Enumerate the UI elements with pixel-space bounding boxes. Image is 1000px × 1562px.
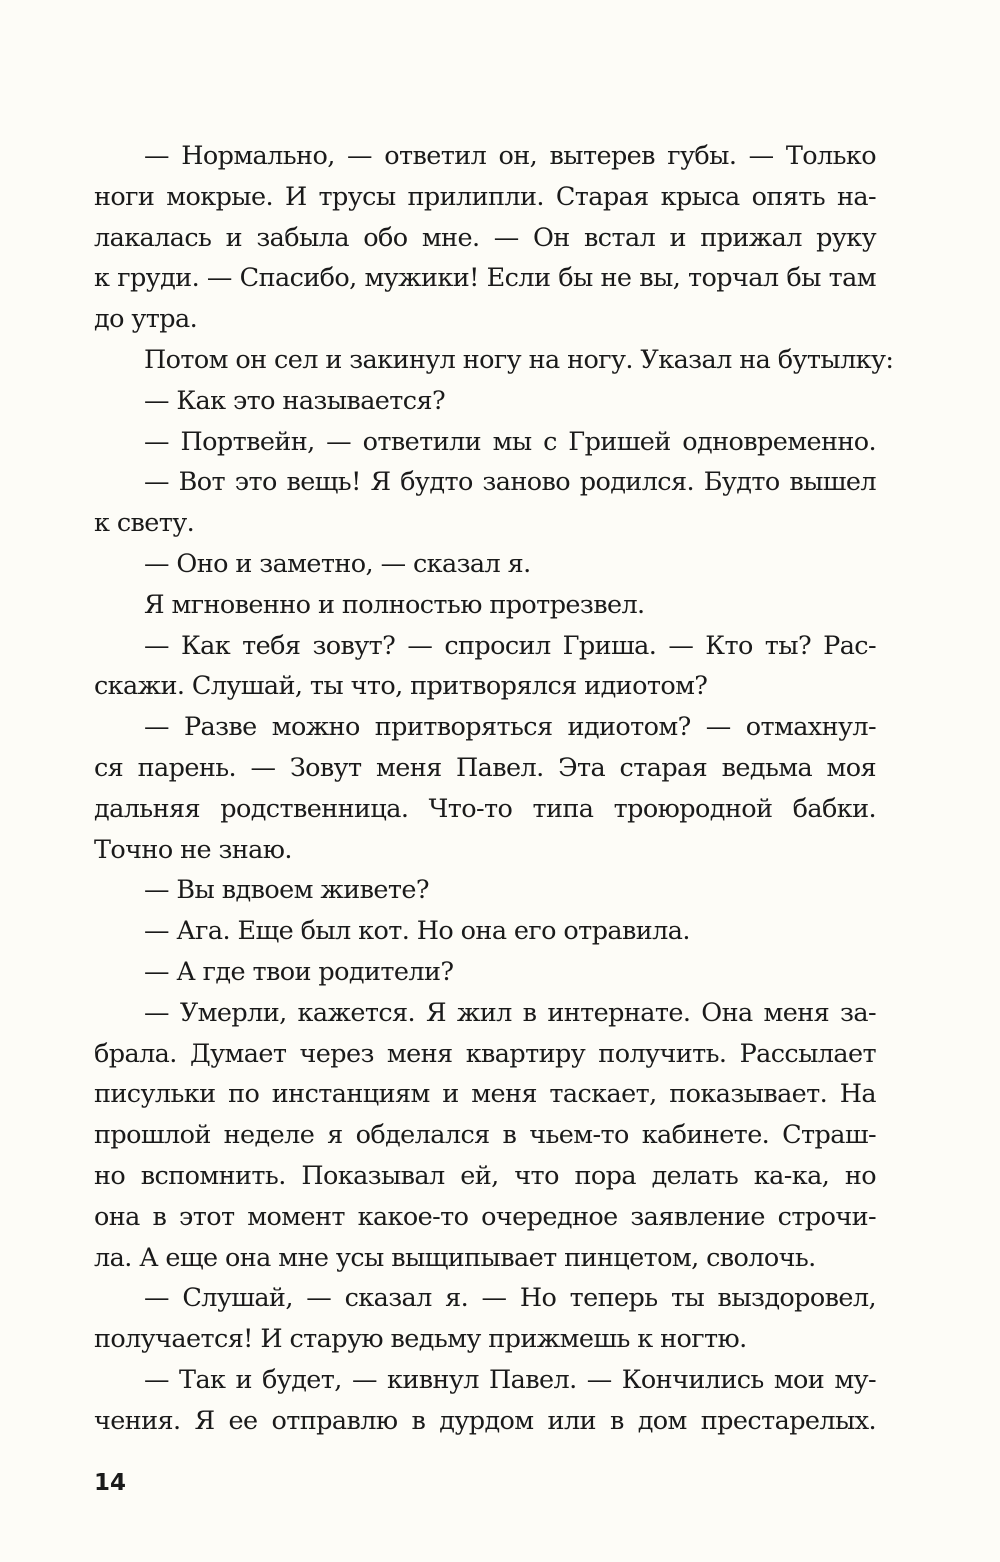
text-line: дальняя родственница. Что-то типа троюродной бабки. — [94, 793, 876, 824]
text-line: скажи. Слушай, ты что, притворялся идиотом? — [94, 671, 708, 702]
text-line: Потом он сел и закинул ногу на ногу. Указал на бутылку: — [144, 344, 894, 375]
text-line: — Слушай, — сказал я. — Но теперь ты выздоровел, — [144, 1283, 876, 1314]
text-line: к свету. — [94, 508, 195, 539]
text-line: — Разве можно притворяться идиотом? — отмахнул- — [144, 712, 876, 743]
text-line: брала. Думает через меня квартиру получить. Рассылает — [94, 1038, 876, 1069]
text-line: — Нормально, — ответил он, вытерев губы. — Только — [144, 141, 876, 171]
text-line: — Оно и заметно, — сказал я. — [144, 548, 531, 579]
text-line: ноги мокрые. И трусы прилипли. Старая крыса опять на- — [94, 181, 876, 212]
text-line: писульки по инстанциям и меня таскает, показывает. На — [94, 1079, 876, 1110]
text-line: — Как это называется? — [144, 385, 446, 416]
text-line: до утра. — [94, 304, 198, 335]
text-line: — Портвейн, — ответили мы с Гришей одновременно. — [144, 426, 876, 457]
text-line: — Вы вдвоем живете? — [144, 875, 429, 906]
text-line: — А где твои родители? — [144, 956, 454, 987]
text-line: прошлой неделе я обделался в чьем-то кабинете. Страш- — [94, 1120, 876, 1151]
text-line: лакалась и забыла обо мне. — Он встал и прижал руку — [94, 222, 876, 253]
text-line: — Ага. Еще был кот. Но она его отравила. — [144, 916, 690, 947]
text-line: — Вот это вещь! Я будто заново родился. Будто вышел — [144, 467, 876, 498]
page-text — [94, 136, 894, 1442]
text-line: чения. Я ее отправлю в дурдом или в дом престарелых. — [94, 1405, 876, 1436]
text-line: Я мгновенно и полностью протрезвел. — [144, 589, 645, 620]
text-line: Точно не знаю. — [94, 834, 292, 865]
page-number: 14 — [94, 1470, 127, 1496]
text-line: — Умерли, кажется. Я жил в интернате. Она меня за- — [144, 997, 876, 1028]
text-line: — Как тебя зовут? — спросил Гриша. — Кто ты? Рас- — [144, 630, 876, 661]
text-line: — Так и будет, — кивнул Павел. — Кончились мои му- — [144, 1364, 876, 1395]
text-line: она в этот момент какое-то очередное заявление строчи- — [94, 1201, 876, 1232]
text-line: но вспомнить. Показывал ей, что пора делать ка-ка, но — [94, 1160, 876, 1191]
text-line: ся парень. — Зовут меня Павел. Эта старая ведьма моя — [94, 752, 876, 783]
text-line: к груди. — Спасибо, мужики! Если бы не вы, торчал бы там — [94, 263, 876, 294]
text-line: ла. А еще она мне усы выщипывает пинцетом, сволочь. — [94, 1242, 816, 1273]
text-line: получается! И старую ведьму прижмешь к ногтю. — [94, 1324, 747, 1355]
